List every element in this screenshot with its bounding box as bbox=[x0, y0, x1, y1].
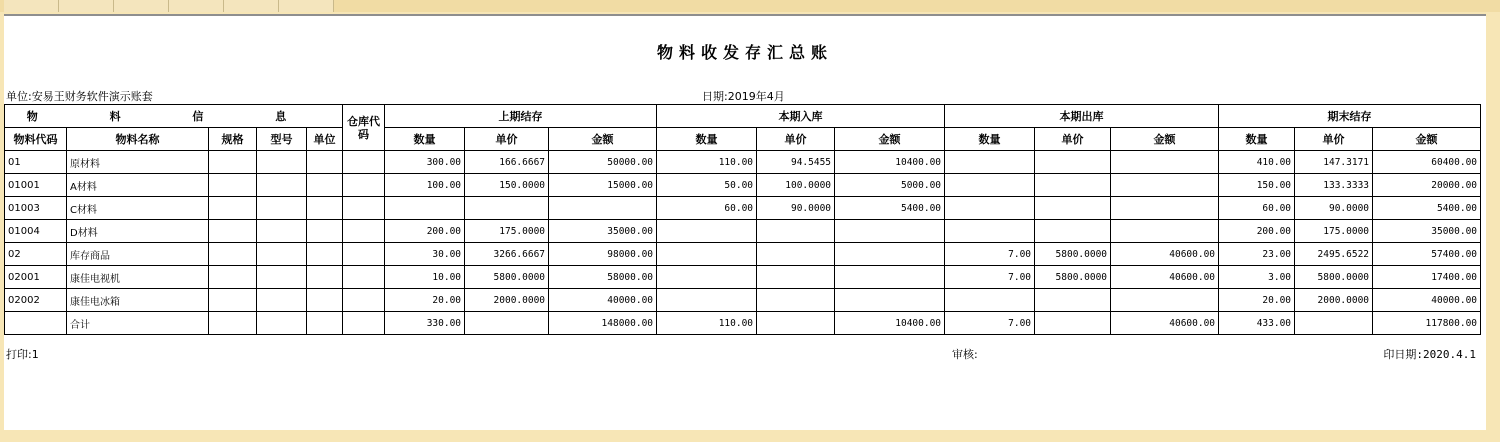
end-price-cell: 90.0000 bbox=[1295, 197, 1373, 220]
end-qty-cell: 150.00 bbox=[1219, 174, 1295, 197]
material-name-cell: 合计 bbox=[67, 312, 209, 335]
menu-tab[interactable] bbox=[114, 0, 169, 12]
end-price-cell: 133.3333 bbox=[1295, 174, 1373, 197]
uom-cell bbox=[307, 151, 343, 174]
table-row[interactable] bbox=[5, 197, 1481, 220]
prev-price-cell: 2000.0000 bbox=[465, 289, 549, 312]
end-qty-cell: 3.00 bbox=[1219, 266, 1295, 289]
warehouse-code-cell bbox=[343, 266, 385, 289]
menu-tab[interactable] bbox=[224, 0, 279, 12]
out-price-cell bbox=[1035, 197, 1111, 220]
in-qty-cell bbox=[657, 243, 757, 266]
spec-cell bbox=[209, 151, 257, 174]
amount-header: 金额 bbox=[549, 128, 657, 151]
menu-bar bbox=[0, 0, 1500, 12]
warehouse-code-cell bbox=[343, 220, 385, 243]
in-qty-cell: 60.00 bbox=[657, 197, 757, 220]
out-amount-cell bbox=[1111, 289, 1219, 312]
qty-header: 数量 bbox=[1219, 128, 1295, 151]
in-price-cell bbox=[757, 312, 835, 335]
uom-cell bbox=[307, 220, 343, 243]
model-cell bbox=[257, 174, 307, 197]
prev-price-cell: 175.0000 bbox=[465, 220, 549, 243]
in-price-cell: 94.5455 bbox=[757, 151, 835, 174]
prev-amount-cell: 58000.00 bbox=[549, 266, 657, 289]
prev-balance-header: 上期结存 bbox=[385, 105, 657, 128]
qty-header: 数量 bbox=[657, 128, 757, 151]
price-header: 单价 bbox=[465, 128, 549, 151]
uom-cell bbox=[307, 266, 343, 289]
in-amount-cell: 5400.00 bbox=[835, 197, 945, 220]
prev-price-cell bbox=[465, 312, 549, 335]
in-qty-cell: 110.00 bbox=[657, 312, 757, 335]
out-price-cell bbox=[1035, 151, 1111, 174]
in-qty-cell bbox=[657, 266, 757, 289]
end-amount-cell: 117800.00 bbox=[1373, 312, 1481, 335]
spec-cell bbox=[209, 220, 257, 243]
end-qty-cell: 200.00 bbox=[1219, 220, 1295, 243]
model-cell bbox=[257, 197, 307, 220]
model-cell bbox=[257, 220, 307, 243]
spec-cell bbox=[209, 243, 257, 266]
menu-tab[interactable] bbox=[169, 0, 224, 12]
end-price-cell: 2495.6522 bbox=[1295, 243, 1373, 266]
in-amount-cell: 10400.00 bbox=[835, 151, 945, 174]
prev-amount-cell: 98000.00 bbox=[549, 243, 657, 266]
review-label: 审核: bbox=[952, 348, 978, 361]
print-date-label: 印日期:2020.4.1 bbox=[1383, 348, 1476, 361]
out-qty-cell: 7.00 bbox=[945, 243, 1035, 266]
model-cell bbox=[257, 312, 307, 335]
unit-label: 单位:安易王财务软件演示账套 bbox=[6, 90, 153, 103]
uom-cell bbox=[307, 289, 343, 312]
table-row[interactable] bbox=[5, 151, 1481, 174]
spec-cell bbox=[209, 266, 257, 289]
spec-header: 规格 bbox=[209, 128, 257, 151]
out-qty-cell bbox=[945, 151, 1035, 174]
prev-qty-cell bbox=[385, 197, 465, 220]
out-qty-cell: 7.00 bbox=[945, 312, 1035, 335]
out-qty-cell bbox=[945, 289, 1035, 312]
report-page bbox=[4, 14, 1486, 430]
prev-amount-cell: 40000.00 bbox=[549, 289, 657, 312]
table-row[interactable] bbox=[5, 220, 1481, 243]
price-header: 单价 bbox=[757, 128, 835, 151]
out-amount-cell bbox=[1111, 220, 1219, 243]
out-qty-cell bbox=[945, 174, 1035, 197]
out-amount-cell: 40600.00 bbox=[1111, 312, 1219, 335]
in-amount-cell bbox=[835, 289, 945, 312]
prev-price-cell: 3266.6667 bbox=[465, 243, 549, 266]
in-amount-cell bbox=[835, 220, 945, 243]
model-cell bbox=[257, 243, 307, 266]
prev-price-cell: 5800.0000 bbox=[465, 266, 549, 289]
in-qty-cell bbox=[657, 289, 757, 312]
prev-amount-cell: 148000.00 bbox=[549, 312, 657, 335]
report-title: 物料收发存汇总账 bbox=[656, 43, 833, 62]
spec-cell bbox=[209, 197, 257, 220]
uom-cell bbox=[307, 197, 343, 220]
model-cell bbox=[257, 151, 307, 174]
in-amount-cell: 5000.00 bbox=[835, 174, 945, 197]
amount-header: 金额 bbox=[1373, 128, 1481, 151]
in-amount-cell bbox=[835, 243, 945, 266]
prev-amount-cell: 35000.00 bbox=[549, 220, 657, 243]
material-code-cell: 01004 bbox=[5, 220, 67, 243]
qty-header: 数量 bbox=[385, 128, 465, 151]
prev-qty-cell: 100.00 bbox=[385, 174, 465, 197]
in-price-cell bbox=[757, 266, 835, 289]
amount-header: 金额 bbox=[835, 128, 945, 151]
out-amount-cell bbox=[1111, 197, 1219, 220]
end-amount-cell: 35000.00 bbox=[1373, 220, 1481, 243]
table-row[interactable] bbox=[5, 266, 1481, 289]
model-cell bbox=[257, 266, 307, 289]
prev-qty-cell: 200.00 bbox=[385, 220, 465, 243]
end-amount-cell: 20000.00 bbox=[1373, 174, 1481, 197]
warehouse-code-header: 仓库代码 bbox=[343, 105, 385, 151]
warehouse-code-cell bbox=[343, 243, 385, 266]
out-qty-cell bbox=[945, 220, 1035, 243]
model-cell bbox=[257, 289, 307, 312]
end-amount-cell: 17400.00 bbox=[1373, 266, 1481, 289]
prev-qty-cell: 300.00 bbox=[385, 151, 465, 174]
prev-amount-cell: 15000.00 bbox=[549, 174, 657, 197]
uom-header: 单位 bbox=[307, 128, 343, 151]
end-amount-cell: 57400.00 bbox=[1373, 243, 1481, 266]
in-price-cell bbox=[757, 220, 835, 243]
menu-tab[interactable] bbox=[4, 0, 59, 12]
out-price-cell: 5800.0000 bbox=[1035, 266, 1111, 289]
table-row[interactable] bbox=[5, 174, 1481, 197]
end-qty-cell: 23.00 bbox=[1219, 243, 1295, 266]
material-name-cell: D材料 bbox=[67, 220, 209, 243]
spec-cell bbox=[209, 312, 257, 335]
ledger-table bbox=[4, 104, 1481, 335]
prev-price-cell: 150.0000 bbox=[465, 174, 549, 197]
qty-header: 数量 bbox=[945, 128, 1035, 151]
in-qty-cell: 110.00 bbox=[657, 151, 757, 174]
out-price-cell: 5800.0000 bbox=[1035, 243, 1111, 266]
spec-cell bbox=[209, 174, 257, 197]
warehouse-code-cell bbox=[343, 197, 385, 220]
prev-price-cell: 166.6667 bbox=[465, 151, 549, 174]
model-header: 型号 bbox=[257, 128, 307, 151]
material-code-cell: 02002 bbox=[5, 289, 67, 312]
out-amount-cell: 40600.00 bbox=[1111, 266, 1219, 289]
menu-tab[interactable] bbox=[59, 0, 114, 12]
prev-amount-cell: 50000.00 bbox=[549, 151, 657, 174]
spec-cell bbox=[209, 289, 257, 312]
warehouse-code-cell bbox=[343, 174, 385, 197]
date-label: 日期:2019年4月 bbox=[702, 90, 785, 103]
material-code-cell bbox=[5, 312, 67, 335]
end-price-cell: 5800.0000 bbox=[1295, 266, 1373, 289]
end-price-cell: 2000.0000 bbox=[1295, 289, 1373, 312]
in-price-cell bbox=[757, 243, 835, 266]
in-amount-cell: 10400.00 bbox=[835, 312, 945, 335]
in-amount-cell bbox=[835, 266, 945, 289]
material-name-cell: 康佳电视机 bbox=[67, 266, 209, 289]
in-qty-cell bbox=[657, 220, 757, 243]
end-qty-cell: 410.00 bbox=[1219, 151, 1295, 174]
out-price-cell bbox=[1035, 289, 1111, 312]
material-info-header: 物 料 信 息 bbox=[5, 105, 343, 128]
end-price-cell bbox=[1295, 312, 1373, 335]
code-header: 物料代码 bbox=[5, 128, 67, 151]
material-code-cell: 02001 bbox=[5, 266, 67, 289]
end-qty-cell: 60.00 bbox=[1219, 197, 1295, 220]
material-code-cell: 01003 bbox=[5, 197, 67, 220]
outbound-header: 本期出库 bbox=[945, 105, 1219, 128]
warehouse-code-cell bbox=[343, 151, 385, 174]
material-code-cell: 01001 bbox=[5, 174, 67, 197]
end-qty-cell: 20.00 bbox=[1219, 289, 1295, 312]
uom-cell bbox=[307, 243, 343, 266]
warehouse-code-cell bbox=[343, 312, 385, 335]
in-price-cell: 100.0000 bbox=[757, 174, 835, 197]
print-count-label: 打印:1 bbox=[6, 348, 39, 361]
menu-tab[interactable] bbox=[279, 0, 334, 12]
material-name-cell: 康佳电冰箱 bbox=[67, 289, 209, 312]
end-amount-cell: 60400.00 bbox=[1373, 151, 1481, 174]
out-amount-cell bbox=[1111, 151, 1219, 174]
end-price-cell: 175.0000 bbox=[1295, 220, 1373, 243]
material-name-cell: 原材料 bbox=[67, 151, 209, 174]
end-amount-cell: 5400.00 bbox=[1373, 197, 1481, 220]
end-price-cell: 147.3171 bbox=[1295, 151, 1373, 174]
prev-qty-cell: 330.00 bbox=[385, 312, 465, 335]
prev-qty-cell: 10.00 bbox=[385, 266, 465, 289]
table-row[interactable] bbox=[5, 289, 1481, 312]
out-qty-cell: 7.00 bbox=[945, 266, 1035, 289]
end-qty-cell: 433.00 bbox=[1219, 312, 1295, 335]
in-price-cell bbox=[757, 289, 835, 312]
uom-cell bbox=[307, 312, 343, 335]
prev-amount-cell bbox=[549, 197, 657, 220]
prev-qty-cell: 30.00 bbox=[385, 243, 465, 266]
amount-header: 金额 bbox=[1111, 128, 1219, 151]
material-code-cell: 02 bbox=[5, 243, 67, 266]
material-name-cell: A材料 bbox=[67, 174, 209, 197]
in-qty-cell: 50.00 bbox=[657, 174, 757, 197]
prev-qty-cell: 20.00 bbox=[385, 289, 465, 312]
material-name-cell: C材料 bbox=[67, 197, 209, 220]
end-amount-cell: 40000.00 bbox=[1373, 289, 1481, 312]
inbound-header: 本期入库 bbox=[657, 105, 945, 128]
table-row[interactable] bbox=[5, 312, 1481, 335]
material-name-cell: 库存商品 bbox=[67, 243, 209, 266]
price-header: 单价 bbox=[1295, 128, 1373, 151]
material-code-cell: 01 bbox=[5, 151, 67, 174]
out-price-cell bbox=[1035, 174, 1111, 197]
end-balance-header: 期末结存 bbox=[1219, 105, 1481, 128]
uom-cell bbox=[307, 174, 343, 197]
out-price-cell bbox=[1035, 220, 1111, 243]
in-price-cell: 90.0000 bbox=[757, 197, 835, 220]
price-header: 单价 bbox=[1035, 128, 1111, 151]
out-amount-cell: 40600.00 bbox=[1111, 243, 1219, 266]
table-row[interactable] bbox=[5, 243, 1481, 266]
out-amount-cell bbox=[1111, 174, 1219, 197]
out-qty-cell bbox=[945, 197, 1035, 220]
name-header: 物料名称 bbox=[67, 128, 209, 151]
prev-price-cell bbox=[465, 197, 549, 220]
out-price-cell bbox=[1035, 312, 1111, 335]
warehouse-code-cell bbox=[343, 289, 385, 312]
